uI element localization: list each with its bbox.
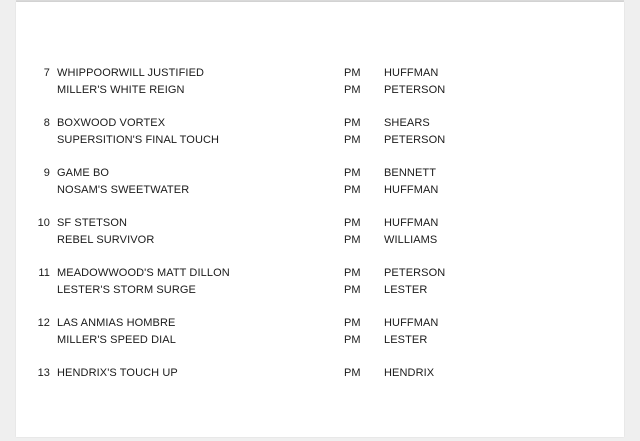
handler-name: HENDRIX [384,367,435,379]
list-item [16,165,624,182]
list-item [16,365,624,382]
dog-name: HENDRIX'S TOUCH UP [57,367,178,379]
session-time: PM [344,367,361,379]
list-item [16,282,624,299]
list-item [16,82,624,99]
list-item [16,65,624,82]
handler-name: SHEARS [384,117,430,129]
brace-group [16,315,624,349]
handler-name: BENNETT [384,167,437,179]
brace-number: 13 [37,367,50,379]
session-time: PM [344,334,361,346]
document-page [16,2,624,437]
brace-list [16,65,624,398]
list-item [16,232,624,249]
dog-name: REBEL SURVIVOR [57,234,155,246]
handler-name: HUFFMAN [384,67,439,79]
dog-name: WHIPPOORWILL JUSTIFIED [57,67,205,79]
session-time: PM [344,167,361,179]
handler-name: PETERSON [384,134,446,146]
brace-group [16,215,624,249]
session-time: PM [344,67,361,79]
list-item [16,265,624,282]
brace-group [16,165,624,199]
brace-number: 11 [38,267,50,279]
handler-name: HUFFMAN [384,217,439,229]
dog-name: NOSAM'S SWEETWATER [57,184,190,196]
list-item [16,332,624,349]
dog-name: MILLER'S WHITE REIGN [57,84,185,96]
session-time: PM [344,184,361,196]
dog-name: LAS ANMIAS HOMBRE [57,317,176,329]
handler-name: HUFFMAN [384,317,439,329]
session-time: PM [344,217,361,229]
brace-number: 10 [37,217,50,229]
handler-name: WILLIAMS [384,234,438,246]
handler-name: PETERSON [384,84,446,96]
list-item [16,215,624,232]
dog-name: GAME BO [57,167,110,179]
session-time: PM [344,84,361,96]
list-item [16,315,624,332]
dog-name: MEADOWWOOD'S MATT DILLON [57,267,230,279]
session-time: PM [344,284,361,296]
dog-name: MILLER'S SPEED DIAL [57,334,176,346]
brace-group [16,115,624,149]
session-time: PM [344,234,361,246]
session-time: PM [344,134,361,146]
brace-number: 12 [37,317,50,329]
brace-group [16,65,624,99]
list-item [16,132,624,149]
dog-name: SF STETSON [57,217,128,229]
brace-number: 9 [43,167,50,179]
handler-name: LESTER [384,284,428,296]
dog-name: BOXWOOD VORTEX [57,117,166,129]
brace-group [16,365,624,382]
session-time: PM [344,117,361,129]
session-time: PM [344,267,361,279]
brace-number: 8 [43,117,50,129]
session-time: PM [344,317,361,329]
list-item [16,115,624,132]
handler-name: HUFFMAN [384,184,439,196]
handler-name: LESTER [384,334,428,346]
brace-number: 7 [43,67,50,79]
brace-group [16,265,624,299]
handler-name: PETERSON [384,267,446,279]
dog-name: SUPERSITION'S FINAL TOUCH [57,134,220,146]
list-item [16,182,624,199]
dog-name: LESTER'S STORM SURGE [57,284,196,296]
